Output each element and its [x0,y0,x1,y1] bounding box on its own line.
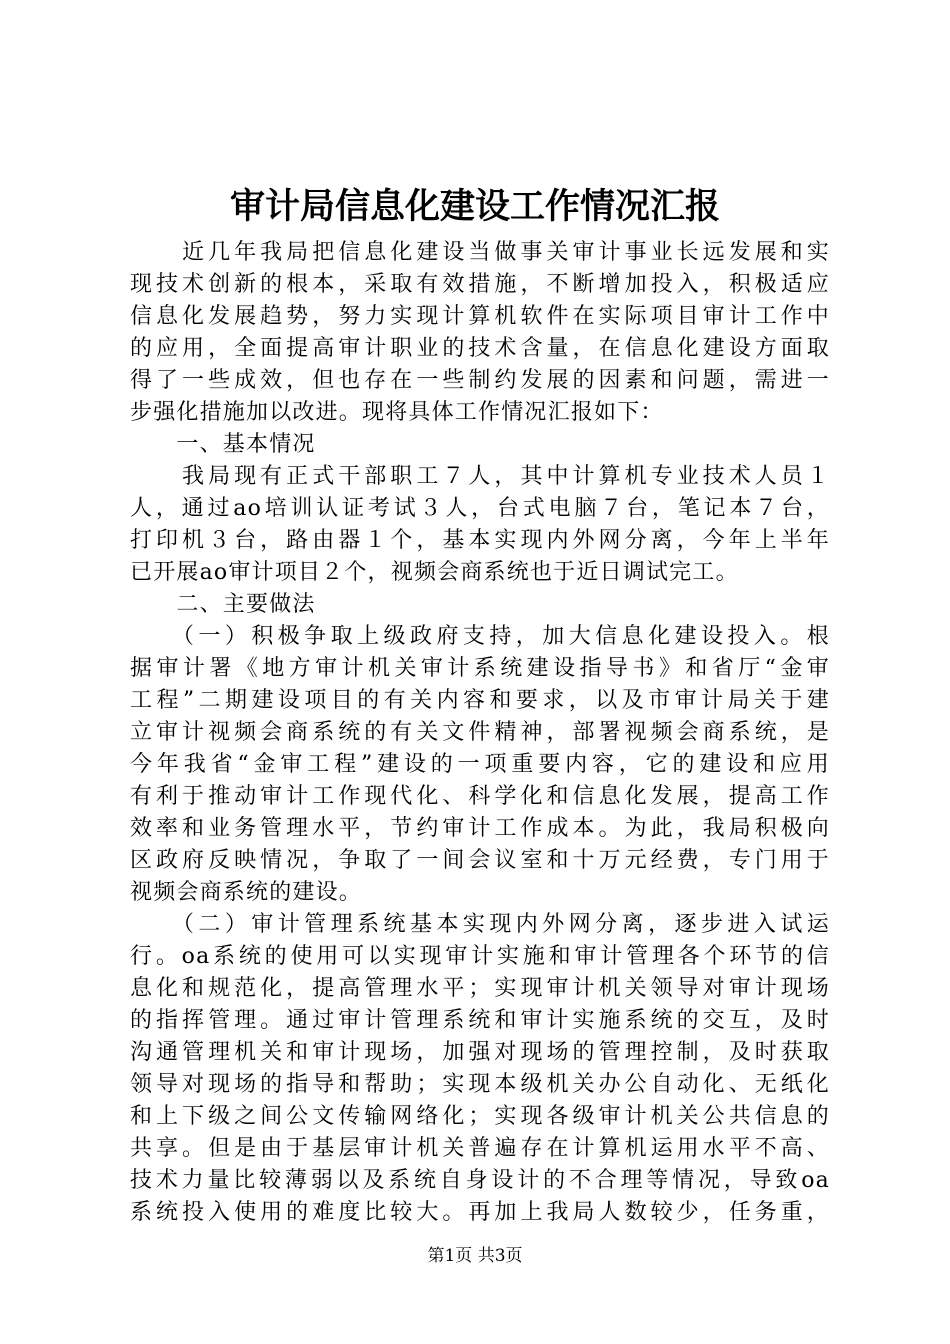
text-line: 据审计署《地方审计机关审计系统建设指导书》和省厅“金审 [130,656,830,681]
text-line: 一、基本情况 [130,432,316,457]
text-line: （一）积极争取上级政府支持，加大信息化建设投入。根 [130,624,830,649]
text-line: 视频会商系统的建设。 [130,880,363,905]
text-line: 共享。但是由于基层审计机关普遍存在计算机运用水平不高、 [130,1136,830,1161]
text-line: 信息化发展趋势，努力实现计算机软件在实际项目审计工作中 [130,304,830,329]
text-line: 息化和规范化，提高管理水平；实现审计机关领导对审计现场 [130,976,830,1001]
text-line: 和上下级之间公文传输网络化；实现各级审计机关公共信息的 [130,1104,830,1129]
text-line: 打印机３台，路由器１个，基本实现内外网分离，今年上半年 [130,528,830,553]
text-line: 沟通管理机关和审计现场，加强对现场的管理控制，及时获取 [130,1040,830,1065]
text-line: 已开展ao审计项目２个，视频会商系统也于近日调试完工。 [130,560,739,585]
text-line: 系统投入使用的难度比较大。再加上我局人数较少，任务重， [130,1200,830,1225]
text-line: 得了一些成效，但也存在一些制约发展的因素和问题，需进一 [130,368,830,393]
text-line: 步强化措施加以改进。现将具体工作情况汇报如下： [130,400,664,425]
document-title: 审计局信息化建设工作情况汇报 [229,186,720,227]
text-line: 效率和业务管理水平，节约审计工作成本。为此，我局积极向 [130,816,830,841]
page-footer: 第1页 共3页 [427,1246,523,1266]
text-line: 近几年我局把信息化建设当做事关审计事业长远发展和实 [130,240,830,265]
text-line: 现技术创新的根本，采取有效措施，不断增加投入，积极适应 [130,272,830,297]
text-line: 工程”二期建设项目的有关内容和要求，以及市审计局关于建 [130,688,830,713]
text-line: 立审计视频会商系统的有关文件精神，部署视频会商系统，是 [130,720,830,745]
text-line: 有利于推动审计工作现代化、科学化和信息化发展，提高工作 [130,784,830,809]
text-line: 区政府反映情况，争取了一间会议室和十万元经费，专门用于 [130,848,830,873]
text-line: 我局现有正式干部职工７人，其中计算机专业技术人员１ [130,464,830,489]
text-line: （二）审计管理系统基本实现内外网分离，逐步进入试运 [130,912,830,937]
text-line: 行。oa系统的使用可以实现审计实施和审计管理各个环节的信 [130,944,830,969]
text-line: 领导对现场的指导和帮助；实现本级机关办公自动化、无纸化 [130,1072,830,1097]
text-line: 技术力量比较薄弱以及系统自身设计的不合理等情况，导致oa [130,1168,830,1193]
text-line: 二、主要做法 [130,592,316,617]
text-line: 的指挥管理。通过审计管理系统和审计实施系统的交互，及时 [130,1008,830,1033]
text-line: 人，通过ao培训认证考试３人，台式电脑７台，笔记本７台， [130,496,830,521]
text-line: 今年我省“金审工程”建设的一项重要内容，它的建设和应用 [130,752,830,777]
text-line: 的应用，全面提高审计职业的技术含量，在信息化建设方面取 [130,336,830,361]
document-body [130,237,830,1229]
